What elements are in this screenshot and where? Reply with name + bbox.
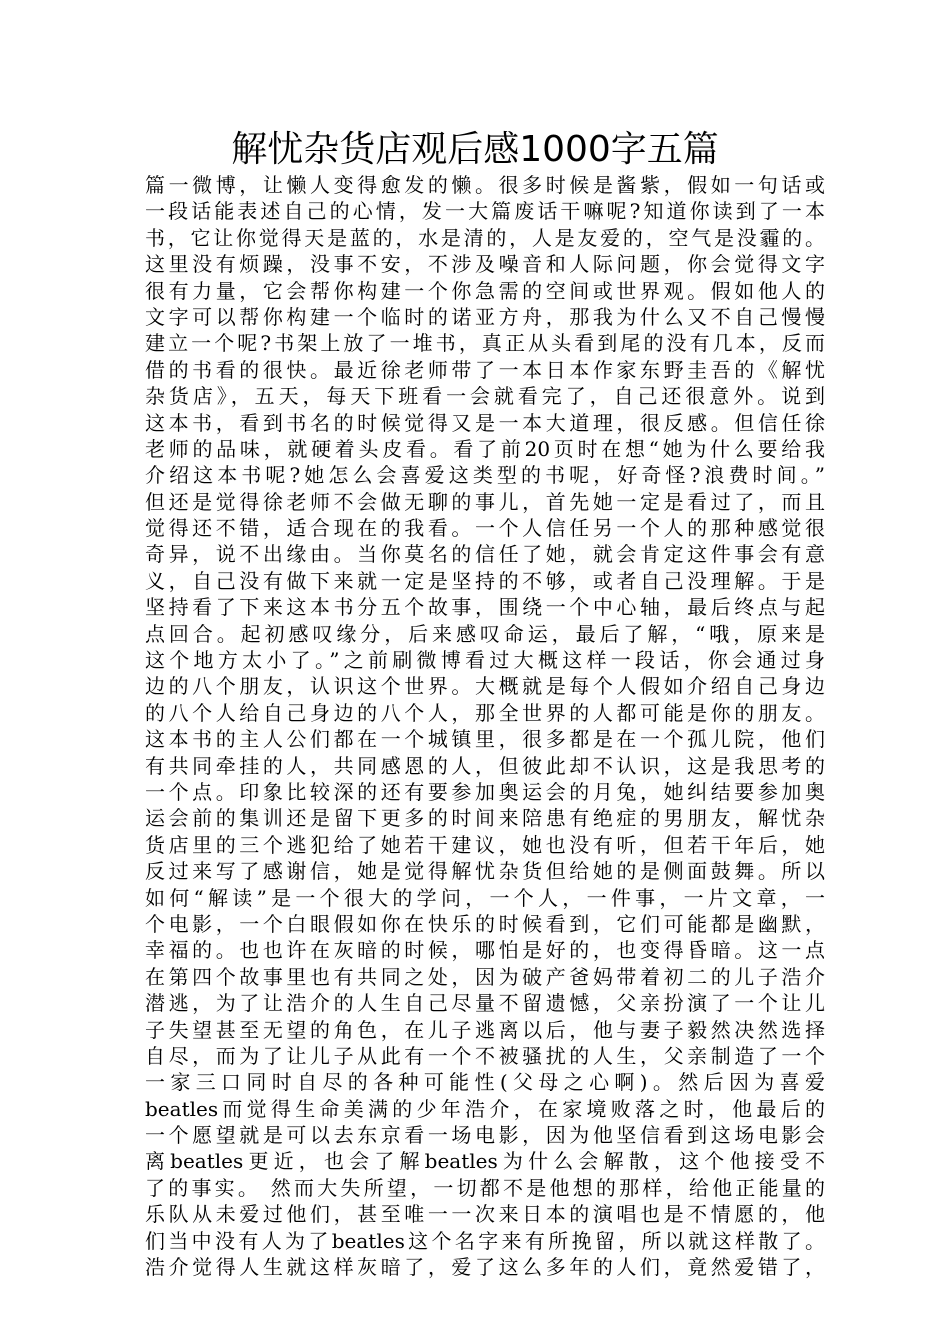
text-line: 借的书看的很快。最近徐老师带了一本日本作家东野圭吾的《解忧 <box>145 357 825 382</box>
text-line: 介绍这本书呢?她怎么会喜爱这类型的书呢，好奇怪?浪费时间。” <box>145 463 825 488</box>
text-line: 点回合。起初感叹缘分，后来感叹命运，最后了解，“哦，原来是 <box>145 621 825 646</box>
text-line: 子失望甚至无望的角色，在儿子逃离以后，他与妻子毅然决然选择 <box>145 1017 825 1042</box>
text-line: 一家三口同时自尽的各种可能性(父母之心啊)。然后因为喜爱 <box>145 1070 825 1095</box>
text-line: 自尽，而为了让儿子从此有一个不被骚扰的人生，父亲制造了一个 <box>145 1043 825 1068</box>
text-line: 这本书的主人公们都在一个城镇里，很多都是在一个孤儿院，他们 <box>145 727 825 752</box>
text-line: 在第四个故事里也有共同之处，因为破产爸妈带着初二的儿子浩介 <box>145 964 825 989</box>
text-line: 老师的品味，就硬着头皮看。看了前20页时在想“她为什么要给我 <box>145 436 825 461</box>
text-line: 浩介觉得人生就这样灰暗了，爱了这么多年的人们，竟然爱错了， <box>145 1255 825 1280</box>
text-line: 建立一个呢?书架上放了一堆书，真正从头看到尾的没有几本，反而 <box>145 331 825 356</box>
text-line: 幸福的。也也许在灰暗的时候，哪怕是好的，也变得昏暗。这一点 <box>145 938 825 963</box>
text-line: 这本书，看到书名的时候觉得又是一本大道理，很反感。但信任徐 <box>145 410 825 435</box>
text-line: 这个地方太小了。”之前刷微博看过大概这样一段话，你会通过身 <box>145 648 825 673</box>
text-line: 们当中没有人为了beatles这个名字来有所挽留，所以就这样散了。 <box>145 1228 825 1253</box>
text-line: 潜逃，为了让浩介的人生自己尽量不留遗憾，父亲扮演了一个让儿 <box>145 991 825 1016</box>
text-line: 义，自己没有做下来就一定是坚持的不够，或者自己没理解。于是 <box>145 568 825 593</box>
text-line: beatles而觉得生命美满的少年浩介，在家境败落之时，他最后的 <box>145 1096 825 1121</box>
text-line: 奇异，说不出缘由。当你莫名的信任了她，就会肯定这件事会有意 <box>145 542 825 567</box>
text-line: 如何“解读”是一个很大的学问，一个人，一件事，一片文章，一 <box>145 885 825 910</box>
document-title: 解忧杂货店观后感1000字五篇 <box>231 129 719 170</box>
text-line: 一段话能表述自己的心情，发一大篇废话干嘛呢?知道你读到了一本 <box>145 199 825 224</box>
text-line: 离beatles更近，也会了解beatles为什么会解散，这个他接受不 <box>145 1149 825 1174</box>
text-line: 个电影，一个白眼假如你在快乐的时候看到，它们可能都是幽默， <box>145 911 825 936</box>
text-line: 了的事实。 然而大失所望，一切都不是他想的那样，给他正能量的 <box>145 1175 825 1200</box>
text-line: 边的八个朋友，认识这个世界。大概就是每个人假如介绍自己身边 <box>145 674 825 699</box>
text-line: 反过来写了感谢信，她是觉得解忧杂货但给她的是侧面鼓舞。所以 <box>145 859 825 884</box>
text-line: 有共同牵挂的人，共同感恩的人，但彼此却不认识，这是我思考的 <box>145 753 825 778</box>
text-line: 篇一微博，让懒人变得愈发的懒。很多时候是酱紫，假如一句话或 <box>145 173 825 197</box>
text-line: 书，它让你觉得天是蓝的，水是清的，人是友爱的，空气是没霾的。 <box>145 225 825 250</box>
text-line: 文字可以帮你构建一个临时的诺亚方舟，那我为什么又不自己慢慢 <box>145 304 825 329</box>
text-line: 杂货店》，五天，每天下班看一会就看完了，自己还很意外。说到 <box>145 384 825 409</box>
text-line: 但还是觉得徐老师不会做无聊的事儿，首先她一定是看过了，而且 <box>145 489 825 514</box>
text-line: 运会前的集训还是留下更多的时间来陪患有绝症的男朋友，解忧杂 <box>145 806 825 831</box>
document-body <box>145 172 825 1280</box>
text-line: 的八个人给自己身边的八个人，那全世界的人都可能是你的朋友。 <box>145 700 825 725</box>
text-line: 一个愿望就是可以去东京看一场电影，因为他坚信看到这场电影会 <box>145 1123 825 1148</box>
text-line: 乐队从未爱过他们，甚至唯一一次来日本的演唱也是不情愿的，他 <box>145 1202 825 1227</box>
text-line: 这里没有烦躁，没事不安，不涉及噪音和人际问题，你会觉得文字 <box>145 252 825 277</box>
text-line: 一个点。印象比较深的还有要参加奥运会的月兔，她纠结要参加奥 <box>145 779 825 804</box>
text-line: 货店里的三个逃犯给了她若干建议，她也没有听，但若干年后，她 <box>145 832 825 857</box>
text-line: 很有力量，它会帮你构建一个你急需的空间或世界观。假如他人的 <box>145 278 825 303</box>
text-line: 觉得还不错，适合现在的我看。一个人信任另一个人的那种感觉很 <box>145 516 825 541</box>
text-line: 坚持看了下来这本书分五个故事，围绕一个中心轴，最后终点与起 <box>145 595 825 620</box>
